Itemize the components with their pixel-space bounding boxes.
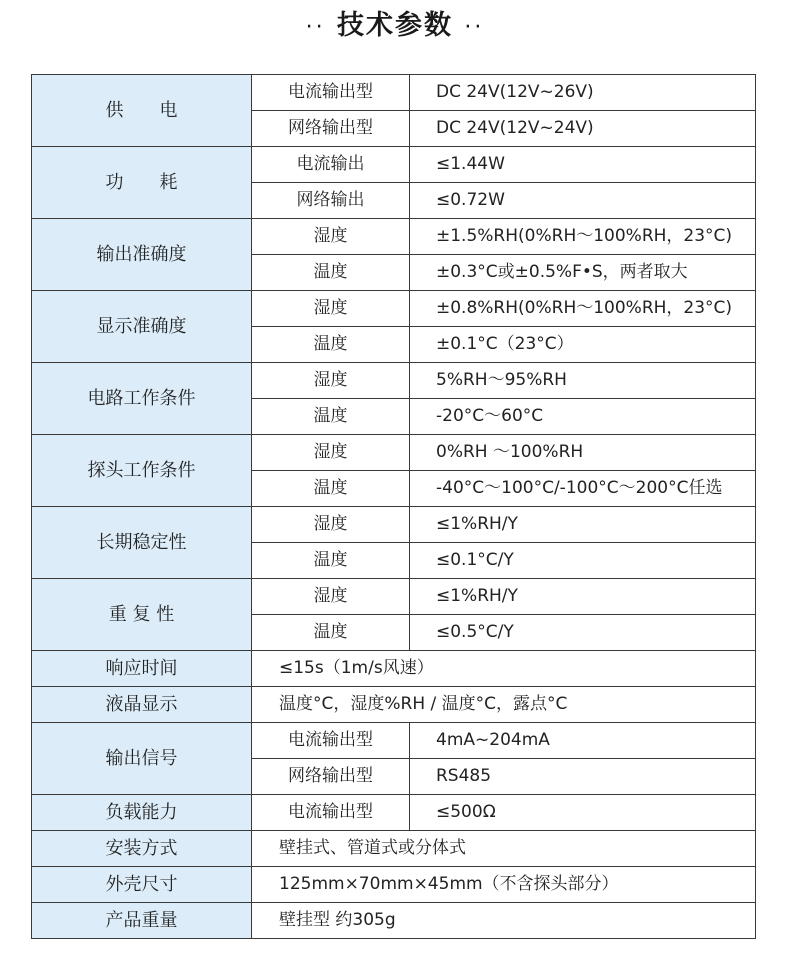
row-label-display-accuracy: 显示准确度 bbox=[32, 291, 252, 363]
table-row bbox=[32, 723, 756, 759]
table-row bbox=[32, 219, 756, 255]
sub-label: 温度 bbox=[252, 471, 410, 507]
table-row bbox=[32, 651, 756, 687]
sub-label: 湿度 bbox=[252, 291, 410, 327]
row-label-power: 供 电 bbox=[32, 75, 252, 147]
table-row bbox=[32, 507, 756, 543]
table-row bbox=[32, 867, 756, 903]
row-label-load-capacity: 负载能力 bbox=[32, 795, 252, 831]
table-row bbox=[32, 75, 756, 111]
spec-table bbox=[31, 74, 756, 939]
spec-value: ≤1%RH/Y bbox=[410, 507, 756, 543]
spec-value: ≤1.44W bbox=[410, 147, 756, 183]
spec-value: -20°C～60°C bbox=[410, 399, 756, 435]
spec-value: ±0.3°C或±0.5%F•S，两者取大 bbox=[410, 255, 756, 291]
title-dots-right: ·· bbox=[464, 15, 485, 40]
row-label-probe-conditions: 探头工作条件 bbox=[32, 435, 252, 507]
sub-label: 电流输出型 bbox=[252, 723, 410, 759]
row-label-housing-size: 外壳尺寸 bbox=[32, 867, 252, 903]
sub-label: 温度 bbox=[252, 543, 410, 579]
sub-label: 电流输出 bbox=[252, 147, 410, 183]
row-label-installation: 安装方式 bbox=[32, 831, 252, 867]
sub-label: 湿度 bbox=[252, 507, 410, 543]
spec-value: ≤1%RH/Y bbox=[410, 579, 756, 615]
spec-value: DC 24V(12V~26V) bbox=[410, 75, 756, 111]
sub-label: 湿度 bbox=[252, 435, 410, 471]
spec-value: ≤15s（1m/s风速） bbox=[252, 651, 756, 687]
table-row bbox=[32, 435, 756, 471]
spec-value: ≤0.1°C/Y bbox=[410, 543, 756, 579]
spec-value: ≤0.72W bbox=[410, 183, 756, 219]
row-label-repeatability: 重 复 性 bbox=[32, 579, 252, 651]
spec-value: 4mA~204mA bbox=[410, 723, 756, 759]
sub-label: 网络输出型 bbox=[252, 111, 410, 147]
spec-value: ≤0.5°C/Y bbox=[410, 615, 756, 651]
title-text: 技术参数 bbox=[337, 10, 453, 41]
table-row bbox=[32, 579, 756, 615]
spec-value: ±0.1°C（23°C） bbox=[410, 327, 756, 363]
spec-value: ≤500Ω bbox=[410, 795, 756, 831]
row-label-consumption: 功 耗 bbox=[32, 147, 252, 219]
row-label-circuit-conditions: 电路工作条件 bbox=[32, 363, 252, 435]
page-title bbox=[0, 6, 790, 46]
row-label-output-accuracy: 输出准确度 bbox=[32, 219, 252, 291]
sub-label: 温度 bbox=[252, 615, 410, 651]
spec-value: DC 24V(12V~24V) bbox=[410, 111, 756, 147]
spec-value: RS485 bbox=[410, 759, 756, 795]
spec-value: 温度°C，湿度%RH / 温度°C，露点°C bbox=[252, 687, 756, 723]
sub-label: 电流输出型 bbox=[252, 795, 410, 831]
spec-value: 壁挂式、管道式或分体式 bbox=[252, 831, 756, 867]
row-label-output-signal: 输出信号 bbox=[32, 723, 252, 795]
sub-label: 网络输出型 bbox=[252, 759, 410, 795]
table-row bbox=[32, 147, 756, 183]
spec-value: 壁挂型 约305g bbox=[252, 903, 756, 939]
table-row bbox=[32, 903, 756, 939]
table-row bbox=[32, 291, 756, 327]
table-row bbox=[32, 831, 756, 867]
spec-value: 0%RH ～100%RH bbox=[410, 435, 756, 471]
spec-value: ±1.5%RH(0%RH～100%RH，23°C) bbox=[410, 219, 756, 255]
row-label-product-weight: 产品重量 bbox=[32, 903, 252, 939]
title-dots-left: ·· bbox=[305, 15, 326, 40]
row-label-long-term-stability: 长期稳定性 bbox=[32, 507, 252, 579]
sub-label: 温度 bbox=[252, 399, 410, 435]
row-label-response-time: 响应时间 bbox=[32, 651, 252, 687]
spec-value: ±0.8%RH(0%RH～100%RH，23°C) bbox=[410, 291, 756, 327]
sub-label: 温度 bbox=[252, 327, 410, 363]
table-row bbox=[32, 363, 756, 399]
spec-value: 5%RH～95%RH bbox=[410, 363, 756, 399]
sub-label: 温度 bbox=[252, 255, 410, 291]
spec-value: -40°C～100°C/-100°C～200°C任选 bbox=[410, 471, 756, 507]
sub-label: 网络输出 bbox=[252, 183, 410, 219]
sub-label: 湿度 bbox=[252, 219, 410, 255]
sub-label: 电流输出型 bbox=[252, 75, 410, 111]
sub-label: 湿度 bbox=[252, 363, 410, 399]
spec-value: 125mm×70mm×45mm（不含探头部分） bbox=[252, 867, 756, 903]
sub-label: 湿度 bbox=[252, 579, 410, 615]
table-row bbox=[32, 687, 756, 723]
table-row bbox=[32, 795, 756, 831]
row-label-lcd-display: 液晶显示 bbox=[32, 687, 252, 723]
